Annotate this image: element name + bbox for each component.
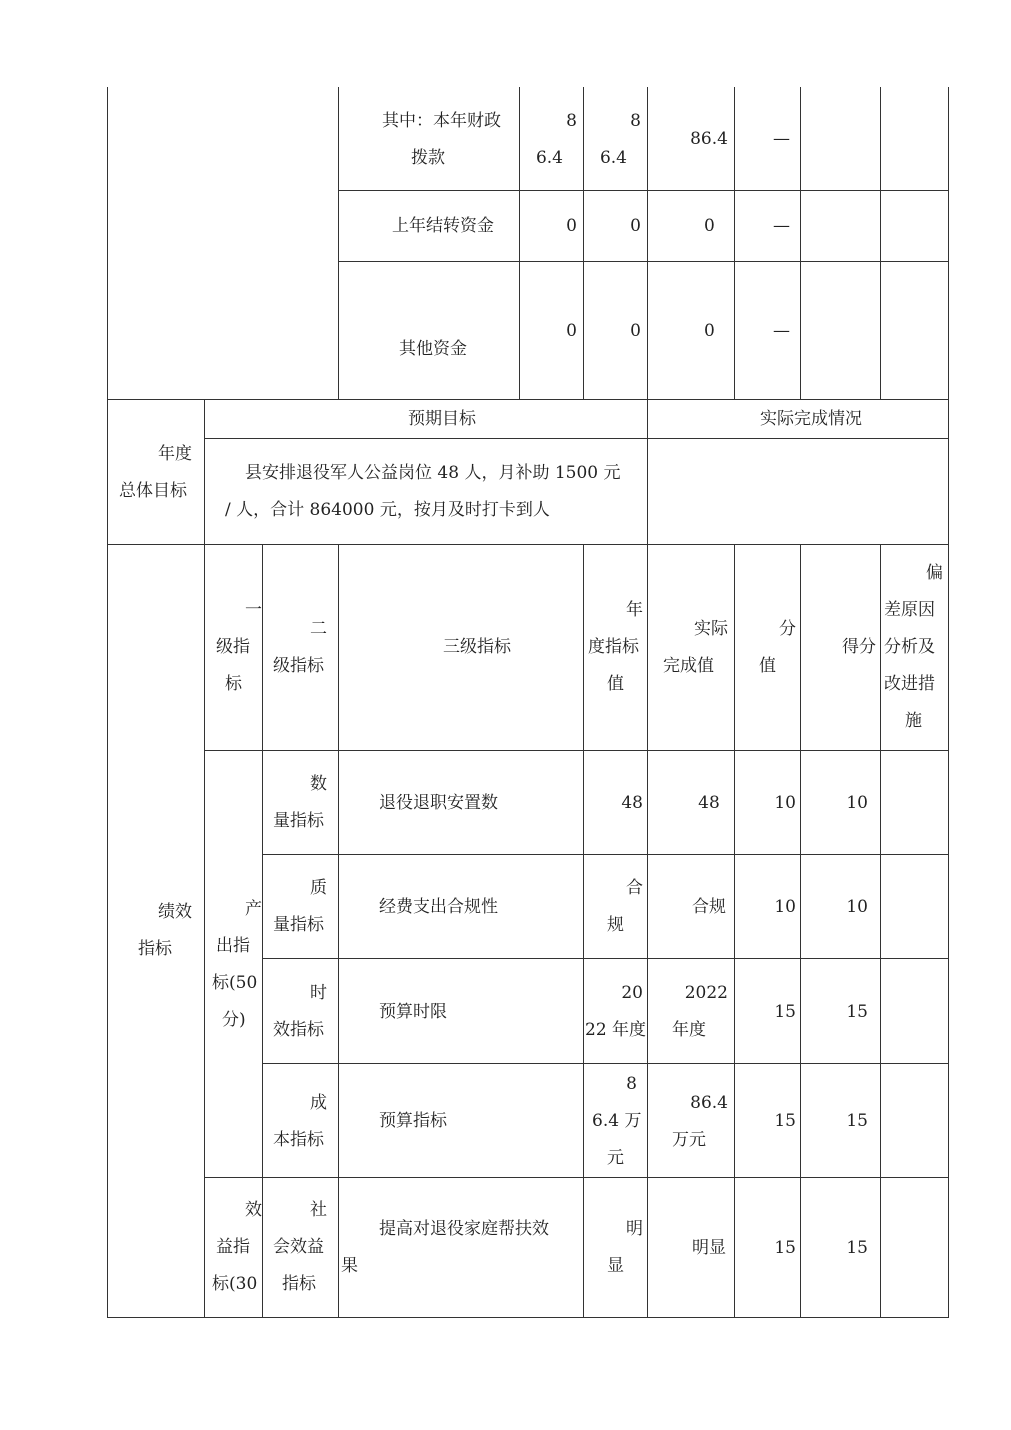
other-adjusted: 0	[630, 321, 641, 341]
goal-label-line1: 年度	[158, 444, 192, 464]
quality-level2-line1: 质	[310, 878, 327, 898]
rule-time-bottom	[262, 1063, 949, 1064]
other-label: 其他资金	[399, 339, 467, 359]
quality-target-line1: 合	[626, 878, 643, 898]
quantity-score: 10	[846, 793, 868, 813]
rule-goal-header-bottom	[204, 438, 949, 439]
social-target-line2: 显	[607, 1256, 624, 1276]
rule-fiscal-bottom	[338, 190, 949, 191]
rule-perf-header-bottom	[204, 750, 949, 751]
carryover-budget: 0	[566, 216, 577, 236]
level3-header: 三级指标	[443, 637, 511, 657]
deviation-header-line4: 改进措	[884, 674, 935, 694]
time-target-line1: 20	[621, 983, 643, 1003]
other-actual: 0	[704, 321, 715, 341]
score-value-header-line2: 值	[759, 656, 776, 676]
target-header-line1: 年	[626, 600, 643, 620]
performance-label-line2: 指标	[138, 939, 172, 959]
cost-level2-line1: 成	[310, 1093, 327, 1113]
quantity-level3: 退役退职安置数	[379, 793, 498, 813]
cost-actual-line1: 86.4	[690, 1093, 728, 1113]
expected-goal-line2: / 人，合计 864000 元，按月及时打卡到人	[225, 500, 550, 520]
fiscal-adjusted-line2: 6.4	[599, 148, 627, 168]
social-value: 15	[774, 1238, 796, 1258]
quality-score: 10	[846, 897, 868, 917]
output-group-line2: 出指	[216, 936, 250, 956]
fiscal-label-line2: 拨款	[411, 148, 445, 168]
rule-output-bottom	[204, 1177, 949, 1178]
cost-score: 15	[846, 1111, 868, 1131]
carryover-rate: —	[773, 216, 790, 236]
quality-target-line2: 规	[607, 915, 624, 935]
rule-funding-bottom	[107, 399, 949, 400]
social-level2-line2: 会效益	[273, 1237, 324, 1257]
target-header-line2: 度指标	[588, 637, 639, 657]
score-header: 得分	[842, 637, 876, 657]
quantity-level2-line2: 量指标	[273, 811, 324, 831]
performance-label-line1: 绩效	[158, 902, 192, 922]
quality-level2-line2: 量指标	[273, 915, 324, 935]
actual-value-header-line1: 实际	[694, 619, 728, 639]
fiscal-budget-line2: 6.4	[535, 148, 563, 168]
rule-carryover-bottom	[338, 261, 949, 262]
deviation-header-line3: 分析及	[884, 637, 935, 657]
cost-actual-line2: 万元	[672, 1130, 706, 1150]
rule-quality-bottom	[262, 958, 949, 959]
benefit-group-line1: 效	[245, 1200, 262, 1220]
cost-level3: 预算指标	[379, 1111, 447, 1131]
carryover-adjusted: 0	[630, 216, 641, 236]
expected-goal-header: 预期目标	[408, 409, 476, 429]
time-level3: 预算时限	[379, 1002, 447, 1022]
rule-deviation-left	[880, 87, 881, 400]
quantity-level2-line1: 数	[310, 774, 327, 794]
actual-value-header-line2: 完成值	[663, 656, 714, 676]
rule-score-right	[880, 544, 881, 1318]
fiscal-adjusted-line1: 8	[630, 111, 641, 131]
benefit-group-line2: 益指	[216, 1237, 250, 1257]
target-header-line3: 值	[607, 674, 624, 694]
rule-level3-right	[583, 544, 584, 1318]
carryover-label: 上年结转资金	[392, 216, 494, 236]
rule-goal-mid	[647, 399, 648, 545]
level2-header-line1: 二	[310, 619, 327, 639]
deviation-header-line5: 施	[905, 711, 922, 731]
time-score: 15	[846, 1002, 868, 1022]
quality-actual: 合规	[692, 897, 726, 917]
quality-value: 10	[774, 897, 796, 917]
cost-level2-line2: 本指标	[273, 1130, 324, 1150]
social-target-line1: 明	[626, 1219, 643, 1239]
time-level2-line1: 时	[310, 983, 327, 1003]
rule-budget-left	[519, 87, 520, 400]
rule-target-right	[647, 544, 648, 1318]
benefit-group-line3: 标(30	[212, 1274, 258, 1294]
score-value-header-line1: 分	[779, 619, 796, 639]
deviation-header-line1: 偏	[926, 563, 943, 583]
deviation-header-line2: 差原因	[884, 600, 935, 620]
rule-table-bottom	[107, 1317, 949, 1318]
fiscal-rate: —	[773, 129, 790, 149]
quantity-actual: 48	[698, 793, 720, 813]
level2-header-line2: 级指标	[273, 656, 324, 676]
expected-goal-line1: 县安排退役军人公益岗位 48 人，月补助 1500 元	[245, 463, 621, 483]
rule-score-left	[800, 87, 801, 400]
time-target-line2: 22 年度	[585, 1020, 647, 1040]
time-level2-line2: 效指标	[273, 1020, 324, 1040]
level1-header-line2: 级指	[216, 637, 250, 657]
social-score: 15	[846, 1238, 868, 1258]
carryover-actual: 0	[704, 216, 715, 236]
other-rate: —	[773, 321, 790, 341]
rule-quantity-bottom	[262, 854, 949, 855]
rule-goal-label-right	[204, 399, 205, 1318]
output-group-line3: 标(50	[212, 973, 258, 993]
quantity-value: 10	[774, 793, 796, 813]
time-actual-line2: 年度	[672, 1020, 706, 1040]
cost-target-line2: 6.4 万	[592, 1111, 642, 1131]
time-actual-line1: 2022	[684, 983, 728, 1003]
goal-label-line2: 总体目标	[119, 481, 187, 501]
social-level2-line3: 指标	[282, 1274, 316, 1294]
rule-funding-label-left	[338, 87, 339, 400]
rule-left-border	[107, 87, 108, 1318]
other-budget: 0	[566, 321, 577, 341]
output-group-line4: 分)	[222, 1010, 246, 1030]
rule-goal-bottom	[107, 544, 949, 545]
rule-level1-right	[262, 544, 263, 1318]
social-actual: 明显	[692, 1238, 726, 1258]
time-value: 15	[774, 1002, 796, 1022]
level1-header-line3: 标	[225, 674, 242, 694]
rule-level2-right	[338, 544, 339, 1318]
fiscal-label-line1: 其中：本年财政	[382, 111, 501, 131]
social-level2-line1: 社	[310, 1200, 327, 1220]
actual-completion-header: 实际完成情况	[760, 409, 862, 429]
level1-header-line1: 一	[245, 600, 262, 620]
rule-actualval-right	[734, 544, 735, 1318]
output-group-line1: 产	[245, 899, 262, 919]
fiscal-actual: 86.4	[690, 129, 728, 149]
rule-adjusted-left	[583, 87, 584, 400]
cost-target-line1: 8	[626, 1074, 637, 1094]
fiscal-budget-line1: 8	[566, 111, 577, 131]
rule-value-right	[800, 544, 801, 1318]
social-level3-line2: 果	[341, 1256, 358, 1276]
quality-level3: 经费支出合规性	[379, 897, 498, 917]
cost-value: 15	[774, 1111, 796, 1131]
quantity-target: 48	[621, 793, 643, 813]
social-level3-line1: 提高对退役家庭帮扶效	[379, 1219, 549, 1239]
rule-right-border	[948, 87, 949, 1318]
cost-target-line3: 元	[607, 1148, 624, 1168]
